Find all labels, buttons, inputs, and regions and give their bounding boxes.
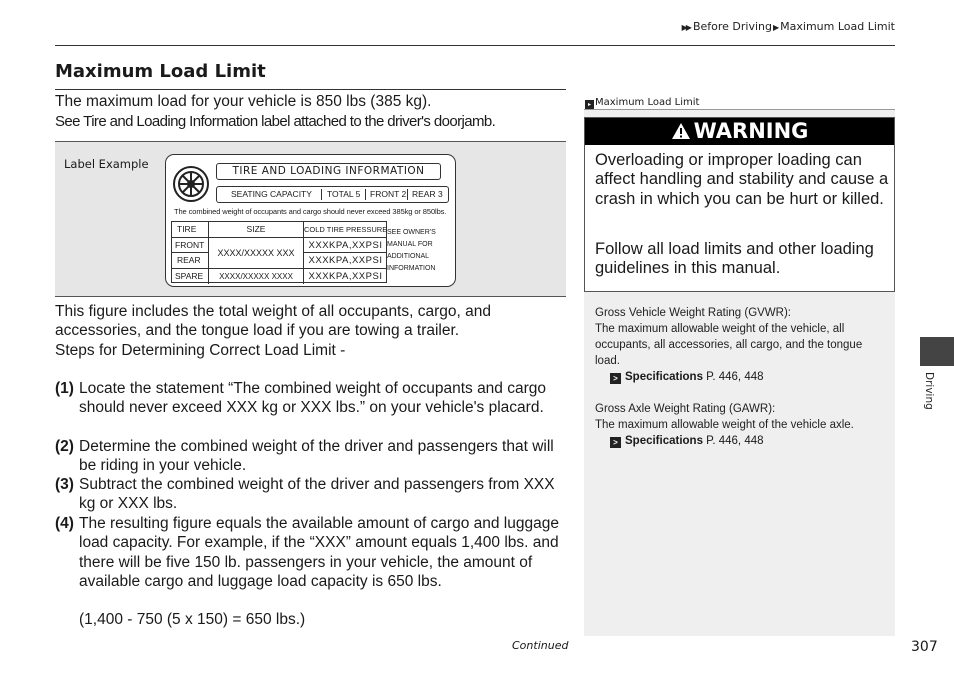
seating-capacity-row (216, 186, 449, 203)
step-number: (2) (55, 438, 74, 455)
tire-loading-label (165, 154, 456, 287)
table-header: TIRE (172, 222, 209, 238)
warning-icon (671, 122, 691, 140)
seating-capacity-label: SEATING CAPACITY (231, 189, 312, 199)
list-item (55, 514, 570, 592)
gvwr-text: The maximum allowable weight of the vehicle, all occupants, all accessories, all cargo, and the tongue load. (595, 323, 863, 367)
gvwr-specifications-link[interactable]: > Specifications P. 446, 448 (610, 369, 764, 385)
warning-text: Overloading or improper loading can affect handling and stability and cause a crash in which you can be hurt or killed. (595, 151, 889, 208)
link-arrow-icon: ▸ (585, 100, 594, 109)
step-number: (3) (55, 476, 74, 493)
section-title: Maximum Load Limit (55, 61, 266, 82)
table-cell: XXXX/XXXXX XXX (209, 238, 304, 269)
link-arrow-icon: > (610, 373, 621, 384)
step-text: The resulting figure equals the available amount of cargo and luggage load capacity. For example, if the “XXX” amount equals 1,400 lbs. and there will be five 150 lb. passengers in your vehicle, the amount of available cargo and luggage load capacity is 650 lbs. (79, 515, 559, 591)
chapter-tab-label: Driving (923, 372, 935, 410)
gawr-specifications-link[interactable]: > Specifications P. 446, 448 (610, 433, 764, 449)
step-text: Locate the statement “The combined weight of occupants and cargo should never exceed XXX kg or XXX lbs.” on your vehicle's placard. (79, 380, 547, 417)
table-cell: REAR (172, 253, 209, 269)
seating-front: FRONT 2 (370, 189, 407, 199)
breadcrumb-part1[interactable]: Before Driving (692, 20, 772, 33)
seating-rear: REAR 3 (412, 189, 443, 199)
warning-text: Follow all load limits and other loading guidelines in this manual. (595, 240, 874, 278)
table-header: COLD TIRE PRESSURE (304, 222, 387, 238)
title-divider (55, 89, 566, 90)
step-text: Determine the combined weight of the driver and passengers that will be riding in your vehicle. (79, 438, 554, 475)
see-owners-manual-text: SEE OWNER'S MANUAL FOR ADDITIONAL INFORMATION (387, 229, 436, 272)
gawr-text: The maximum allowable weight of the vehicle axle. (595, 419, 854, 431)
table-header: SIZE (209, 222, 304, 238)
sidebar-head: ▸ Maximum Load Limit (584, 96, 895, 110)
breadcrumb-part2[interactable]: Maximum Load Limit (780, 20, 895, 33)
table-cell: FRONT (172, 238, 209, 254)
steps-heading: Steps for Determining Correct Load Limit - (55, 342, 346, 359)
step-number: (4) (55, 515, 74, 532)
label-title: TIRE AND LOADING INFORMATION (216, 163, 441, 180)
figure-description: This figure includes the total weight of all occupants, cargo, and accessories, and the tongue load if you are towing a trailer. (55, 303, 491, 340)
table-cell: SPARE (172, 269, 209, 285)
table-cell: XXXKPA,XXPSI (304, 253, 387, 269)
double-arrow-icon: ▶▶ (681, 23, 690, 32)
seating-total: TOTAL 5 (327, 189, 361, 199)
page-number: 307 (911, 639, 938, 655)
link-arrow-icon: > (610, 437, 621, 448)
list-item (55, 475, 570, 514)
continued-label: Continued (512, 639, 569, 652)
table-cell: XXXKPA,XXPSI (308, 270, 383, 282)
combined-weight-text: The combined weight of occupants and cargo should never exceed 385kg or 850lbs. (174, 207, 447, 216)
tire-pressure-table (171, 221, 387, 283)
arrow-icon: ▶ (772, 23, 780, 32)
breadcrumb (682, 20, 895, 33)
chapter-tab[interactable] (920, 337, 954, 366)
gvwr-title: Gross Vehicle Weight Rating (GVWR): (595, 307, 791, 319)
list-item (55, 379, 570, 418)
gawr-title: Gross Axle Weight Rating (GAWR): (595, 403, 776, 415)
formula: (1,400 - 750 (5 x 150) = 650 lbs.) (79, 611, 306, 628)
intro-text: The maximum load for your vehicle is 850 lbs (385 kg). (55, 93, 432, 110)
warning-title: WARNING (585, 118, 894, 145)
intro-subtext: See Tire and Loading Information label attached to the driver's doorjamb. (55, 113, 496, 130)
label-example-caption: Label Example (64, 157, 149, 171)
step-text: Subtract the combined weight of the driver and passengers from XXX kg or XXX lbs. (79, 476, 555, 513)
warning-box (584, 117, 895, 292)
step-number: (1) (55, 380, 74, 397)
top-divider (55, 45, 895, 46)
list-item (55, 437, 570, 476)
label-example-figure (55, 141, 566, 297)
table-cell: XXXX/XXXXX XXXX (209, 269, 304, 285)
table-cell: XXXKPA,XXPSI (304, 238, 387, 254)
tire-icon (171, 163, 211, 205)
sidebar-notes (584, 96, 895, 636)
